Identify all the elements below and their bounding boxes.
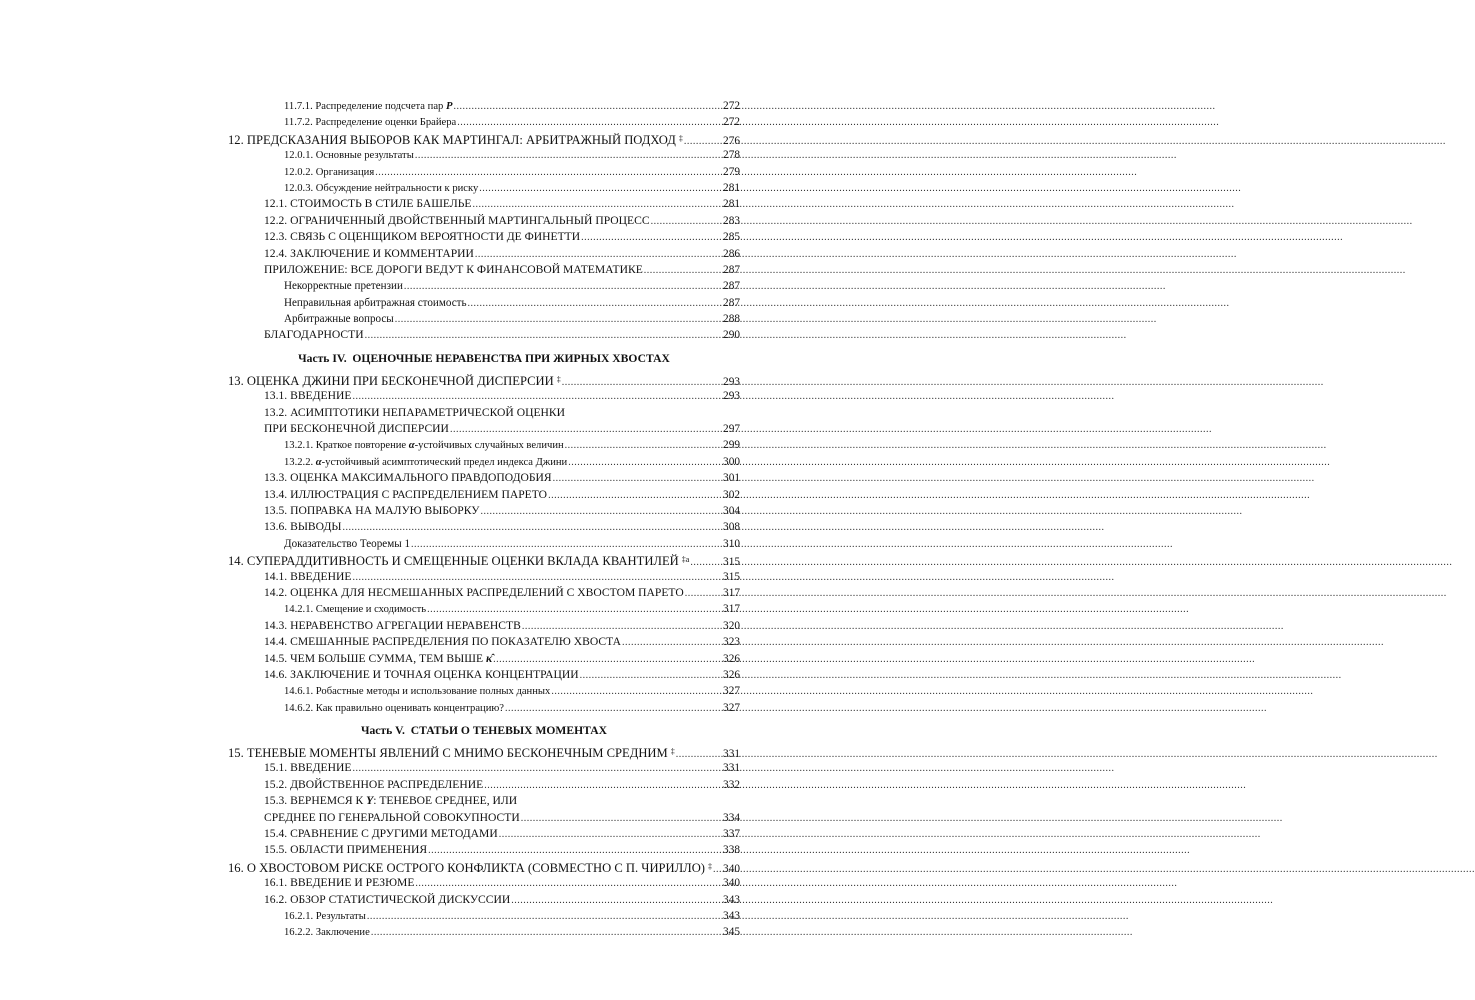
dot-leader (484, 778, 722, 794)
toc-entry[interactable] (228, 421, 740, 437)
page-number: 326 (723, 652, 740, 665)
math-symbol: α (408, 440, 415, 452)
page-number: 287 (723, 280, 740, 293)
dot-leader (395, 312, 722, 328)
entry-text: 14. СУПЕРАДДИТИВНОСТЬ И СМЕЩЕННЫЕ ОЦЕНКИ ВКЛАДА КВАНТИЛЕЙ (228, 554, 679, 569)
entry-title (264, 519, 341, 535)
page-number: 340 (723, 862, 740, 875)
entry-text: 12.0.2. Организация (284, 166, 375, 178)
math-symbol: α (315, 456, 322, 468)
toc-entry[interactable] (228, 487, 740, 503)
entry-title (264, 842, 427, 858)
math-symbol: Y (366, 794, 374, 808)
entry-title (284, 909, 366, 925)
entry-title (228, 552, 689, 569)
part-number: Часть V. (360, 724, 405, 738)
entry-title (284, 925, 370, 941)
entry-title (284, 278, 403, 294)
toc-entry[interactable] (228, 744, 740, 760)
toc-entry[interactable] (228, 908, 740, 924)
entry-text: 13.3. ОЦЕНКА МАКСИМАЛЬНОГО ПРАВДОПОДОБИЯ (264, 471, 552, 485)
page-number: 343 (723, 893, 740, 906)
entry-title (264, 760, 351, 776)
page-number: 334 (723, 811, 740, 824)
dot-leader (342, 520, 722, 536)
entry-text: 13.2. АСИМПТОТИКИ НЕПАРАМЕТРИЧЕСКОЙ ОЦЕНКИ (264, 405, 566, 419)
page-number: 297 (723, 423, 740, 436)
entry-title (228, 744, 675, 761)
page-number: 315 (723, 570, 740, 583)
toc-entry[interactable] (228, 196, 740, 212)
entry-title (284, 684, 550, 700)
page-number: 304 (723, 504, 740, 517)
dot-leader (651, 214, 722, 230)
entry-text: 16.2.2. Заключение (284, 927, 370, 939)
entry-text: 12.1. СТОИМОСТЬ В СТИЛЕ БАШЕЛЬЕ (264, 197, 472, 211)
toc-entry[interactable] (228, 585, 740, 601)
dot-leader (475, 247, 722, 263)
page-number: 327 (723, 685, 740, 698)
entry-title (264, 421, 449, 437)
dot-leader (375, 165, 722, 181)
toc-entry[interactable] (228, 229, 740, 245)
page-number: 276 (723, 134, 740, 147)
footnote-mark: ‡ (678, 133, 683, 143)
entry-title (264, 794, 517, 807)
toc-entry[interactable] (228, 859, 740, 875)
entry-text: 16.1. ВВЕДЕНИЕ И РЕЗЮМЕ (264, 876, 415, 890)
entry-title (264, 634, 621, 650)
entry-title (284, 536, 410, 552)
dot-leader (685, 586, 722, 602)
entry-text: 15.1. ВВЕДЕНИЕ (264, 761, 352, 775)
entry-title (284, 181, 478, 197)
toc-entry[interactable] (228, 700, 740, 716)
dot-leader (511, 893, 722, 909)
toc-entry[interactable] (228, 651, 740, 667)
toc-entry[interactable] (228, 114, 740, 130)
part-heading (228, 718, 740, 744)
entry-text: БЛАГОДАРНОСТИ (264, 328, 364, 342)
entry-text: 13.1. ВВЕДЕНИЕ (264, 389, 352, 403)
page-number: 283 (723, 214, 740, 227)
entry-title (264, 667, 579, 683)
entry-title (284, 115, 456, 131)
page-number: 315 (723, 556, 740, 569)
entry-title (264, 569, 351, 585)
entry-text: 12. ПРЕДСКАЗАНИЯ ВЫБОРОВ КАК МАРТИНГАЛ: АРБИТРАЖНЫЙ ПОДХОД (228, 132, 676, 147)
page-number: 320 (723, 619, 740, 632)
toc-entry[interactable] (228, 760, 740, 776)
page-number: 300 (723, 455, 740, 468)
entry-title (228, 131, 683, 148)
toc-entry[interactable] (228, 793, 740, 809)
entry-text: 14.4. СМЕШАННЫЕ РАСПРЕДЕЛЕНИЯ ПО ПОКАЗАТЕЛЮ ХВОСТА (264, 635, 621, 649)
math-symbol: P (445, 101, 453, 112)
toc-entry[interactable] (228, 777, 740, 793)
toc-entry[interactable] (228, 601, 740, 617)
dot-leader (453, 99, 722, 115)
dot-leader (472, 197, 722, 213)
page-number: 308 (723, 521, 740, 534)
toc-entry[interactable] (228, 842, 740, 858)
entry-text: 14.2. ОЦЕНКА ДЛЯ НЕСМЕШАННЫХ РАСПРЕДЕЛЕНИЙ С ХВОСТОМ ПАРЕТО (264, 585, 684, 599)
entry-title (264, 213, 650, 229)
toc-entry[interactable] (228, 683, 740, 699)
entry-text: СРЕДНЕЕ ПО ГЕНЕРАЛЬНОЙ СОВОКУПНОСТИ (264, 810, 520, 824)
page-number: 326 (723, 668, 740, 681)
entry-title (264, 196, 471, 212)
entry-title (284, 455, 567, 471)
page-number: 331 (723, 762, 740, 775)
footnote-mark: ‡a (681, 555, 690, 565)
toc-entry[interactable] (228, 388, 740, 404)
entry-title (284, 148, 414, 164)
entry-title (264, 327, 364, 343)
dot-leader (428, 843, 722, 859)
entry-text: 13.2.1. Краткое повторение (284, 440, 409, 452)
dot-leader (450, 422, 722, 438)
entry-title (284, 701, 504, 717)
dot-leader (365, 328, 722, 344)
toc-entry[interactable] (228, 667, 740, 683)
page-number: 288 (723, 313, 740, 326)
entry-text: 14.5. ЧЕМ БОЛЬШЕ СУММА, ТЕМ ВЫШЕ (264, 651, 486, 665)
entry-title (264, 585, 684, 601)
toc-entry[interactable] (228, 372, 740, 388)
toc-entry[interactable] (228, 213, 740, 229)
toc-entry[interactable] (228, 164, 740, 180)
page-number: 323 (723, 636, 740, 649)
entry-text: 11.7.2. Распределение оценки Брайера (284, 117, 457, 129)
entry-title (264, 826, 498, 842)
page-number: 281 (723, 181, 740, 194)
entry-text: 13.6. ВЫВОДЫ (264, 520, 342, 534)
page-number: 287 (723, 263, 740, 276)
entry-text: 13.2.2. (284, 456, 316, 468)
toc-entry[interactable] (228, 924, 740, 940)
entry-text: 14.2.1. Смещение и сходимость (284, 604, 427, 616)
footnote-mark: ‡ (670, 747, 675, 757)
entry-title (264, 262, 643, 278)
dot-leader (581, 230, 722, 246)
page-number: 317 (723, 586, 740, 599)
dot-leader (644, 263, 722, 279)
entry-text: 13. ОЦЕНКА ДЖИНИ ПРИ БЕСКОНЕЧНОЙ ДИСПЕРСИИ (228, 373, 554, 388)
dot-leader (521, 811, 722, 827)
dot-leader (565, 438, 722, 454)
page-number: 293 (723, 390, 740, 403)
toc-entry[interactable] (228, 552, 740, 568)
page-number: 278 (723, 149, 740, 162)
toc-entry[interactable] (228, 405, 740, 421)
entry-text: 16.2.1. Результаты (284, 910, 366, 922)
dot-leader (457, 115, 722, 131)
part-heading (228, 346, 740, 372)
page-number: 272 (723, 116, 740, 129)
footnote-mark: ‡ (708, 861, 713, 871)
page-number: 310 (723, 537, 740, 550)
dot-leader (548, 488, 722, 504)
entry-text: -устойчивый асимптотический предел индекса Джини (321, 456, 568, 468)
entry-title (264, 875, 414, 891)
dot-leader (427, 602, 722, 618)
dot-leader (415, 876, 722, 892)
dot-leader (352, 570, 722, 586)
page-number: 279 (723, 165, 740, 178)
toc-entry[interactable] (228, 826, 740, 842)
toc-entry[interactable] (228, 180, 740, 196)
part-number: Часть IV. (298, 351, 347, 365)
entry-title (264, 470, 552, 486)
entry-title (284, 311, 394, 327)
entry-title (284, 99, 452, 115)
entry-text: 11.7.1. Распределение подсчета пар (284, 101, 446, 112)
page-number: 327 (723, 701, 740, 714)
dot-leader (468, 296, 723, 312)
entry-title (264, 388, 351, 404)
entry-text: Некорректные претензии (284, 280, 403, 293)
entry-title (284, 165, 374, 181)
entry-title (228, 859, 712, 876)
entry-text: ПРИЛОЖЕНИЕ: ВСЕ ДОРОГИ ВЕДУТ К ФИНАНСОВОЙ МАТЕМАТИКЕ (264, 262, 643, 276)
entry-text: 13.5. ПОПРАВКА НА МАЛУЮ ВЫБОРКУ (264, 503, 480, 517)
page-number: 286 (723, 247, 740, 260)
page-number: 338 (723, 844, 740, 857)
page-number: 331 (723, 748, 740, 761)
toc-entry[interactable] (228, 311, 740, 327)
toc-entry[interactable] (228, 536, 740, 552)
entry-text: 14.3. НЕРАВЕНСТВО АГРЕГАЦИИ НЕРАВЕНСТВ (264, 618, 521, 632)
entry-text: Арбитражные вопросы (284, 313, 394, 326)
entry-title (264, 229, 580, 245)
toc-entry[interactable] (228, 634, 740, 650)
entry-title (264, 618, 521, 634)
dot-leader (371, 925, 722, 941)
dot-leader (415, 148, 722, 164)
toc-entry[interactable] (228, 131, 740, 147)
dot-leader (580, 668, 722, 684)
toc-entry[interactable] (228, 892, 740, 908)
toc-entry[interactable] (228, 810, 740, 826)
entry-text: 15.2. ДВОЙСТВЕННОЕ РАСПРЕДЕЛЕНИЕ (264, 777, 484, 791)
dot-leader (480, 504, 722, 520)
toc-entry[interactable] (228, 246, 740, 262)
entry-title (284, 438, 564, 454)
dot-leader (553, 471, 722, 487)
entry-title (228, 372, 561, 389)
entry-text: 12.4. ЗАКЛЮЧЕНИЕ И КОММЕНТАРИИ (264, 246, 474, 260)
entry-title (264, 651, 492, 667)
dot-leader (505, 701, 722, 717)
dot-leader (404, 279, 722, 295)
page-number: 301 (723, 472, 740, 485)
entry-title (264, 892, 510, 908)
page-number: 299 (723, 439, 740, 452)
dot-leader (411, 537, 722, 553)
dot-leader (622, 635, 722, 651)
toc-entry[interactable] (228, 147, 740, 163)
page-number: 332 (723, 778, 740, 791)
entry-text: 12.3. СВЯЗЬ С ОЦЕНЩИКОМ ВЕРОЯТНОСТИ ДЕ ФИНЕТТИ (264, 230, 581, 244)
table-of-contents (228, 98, 740, 941)
page-number: 272 (723, 100, 740, 112)
page-number: 281 (723, 198, 740, 211)
dot-leader (568, 455, 722, 471)
page-number: 337 (723, 828, 740, 841)
entry-title (284, 602, 426, 618)
entry-text: 12.0.3. Обсуждение нейтральности к риску (284, 182, 479, 194)
page-number: 293 (723, 375, 740, 388)
entry-text: 15.4. СРАВНЕНИЕ С ДРУГИМИ МЕТОДАМИ (264, 827, 498, 841)
page-number: 340 (723, 877, 740, 890)
entry-text: 16.2. ОБЗОР СТАТИСТИЧЕСКОЙ ДИСКУССИИ (264, 892, 511, 906)
toc-entry[interactable] (228, 454, 740, 470)
dot-leader (551, 684, 722, 700)
toc-entry[interactable] (228, 519, 740, 535)
entry-text: : ТЕНЕВОЕ СРЕДНЕЕ, ИЛИ (373, 794, 518, 808)
entry-text: Неправильная арбитражная стоимость (284, 296, 467, 309)
entry-text: Доказательство Теоремы 1 (284, 537, 410, 550)
toc-entry[interactable] (228, 470, 740, 486)
footnote-mark: ‡ (556, 374, 561, 384)
page-number: 287 (723, 296, 740, 309)
dot-leader (352, 761, 722, 777)
dot-leader (493, 652, 722, 668)
toc-entry[interactable] (228, 503, 740, 519)
dot-leader (499, 827, 722, 843)
toc-entry[interactable] (228, 618, 740, 634)
page-number: 343 (723, 909, 740, 922)
toc-entry[interactable] (228, 327, 740, 343)
entry-text: 12.2. ОГРАНИЧЕННЫЙ ДВОЙСТВЕННЫЙ МАРТИНГАЛЬНЫЙ ПРОЦЕСС (264, 213, 650, 227)
page-number: 302 (723, 488, 740, 501)
entry-text: 12.0.1. Основные результаты (284, 150, 414, 162)
dot-leader (479, 181, 722, 197)
entry-title (264, 406, 565, 419)
toc-entry[interactable] (228, 295, 740, 311)
entry-text: -устойчивых случайных величин (414, 440, 564, 452)
entry-text: 16. О ХВОСТОВОМ РИСКЕ ОСТРОГО КОНФЛИКТА (СОВМЕСТНО С П. ЧИРИЛЛО) (228, 860, 706, 875)
entry-title (264, 487, 547, 503)
math-symbol: κ̂ (485, 651, 493, 665)
entry-text: ПРИ БЕСКОНЕЧНОЙ ДИСПЕРСИИ (264, 422, 449, 436)
entry-text: 14.6.1. Робастные методы и использование полных данных (284, 686, 551, 698)
entry-text: 14.1. ВВЕДЕНИЕ (264, 569, 352, 583)
dot-leader (367, 909, 722, 925)
page-number: 290 (723, 329, 740, 342)
page-number: 345 (723, 926, 740, 939)
entry-title (284, 295, 467, 311)
entry-text: 14.6.2. Как правильно оценивать концентрацию? (284, 702, 505, 714)
part-title: СТАТЬИ О ТЕНЕВЫХ МОМЕНТАХ (410, 724, 608, 738)
entry-title (264, 503, 479, 519)
toc-entry[interactable] (228, 278, 740, 294)
dot-leader (522, 619, 722, 635)
entry-text: 15.3. ВЕРНЕМСЯ К (264, 794, 367, 808)
page-number: 317 (723, 603, 740, 616)
entry-text: 14.6. ЗАКЛЮЧЕНИЕ И ТОЧНАЯ ОЦЕНКА КОНЦЕНТРАЦИИ (264, 667, 579, 681)
toc-entry[interactable] (228, 437, 740, 453)
entry-title (264, 810, 520, 826)
entry-text: 15. ТЕНЕВЫЕ МОМЕНТЫ ЯВЛЕНИЙ С МНИМО БЕСКОНЕЧНЫМ СРЕДНИМ (228, 746, 668, 761)
dot-leader (352, 389, 722, 405)
entry-title (264, 246, 474, 262)
entry-text: 13.4. ИЛЛЮСТРАЦИЯ С РАСПРЕДЕЛЕНИЕМ ПАРЕТО (264, 487, 548, 501)
toc-entry[interactable] (228, 569, 740, 585)
part-title: ОЦЕНОЧНЫЕ НЕРАВЕНСТВА ПРИ ЖИРНЫХ ХВОСТАХ (352, 351, 670, 365)
entry-text: 15.5. ОБЛАСТИ ПРИМЕНЕНИЯ (264, 843, 428, 857)
toc-entry[interactable] (228, 262, 740, 278)
toc-entry[interactable] (228, 98, 740, 114)
toc-entry[interactable] (228, 875, 740, 891)
page-number: 285 (723, 231, 740, 244)
entry-title (264, 777, 483, 793)
